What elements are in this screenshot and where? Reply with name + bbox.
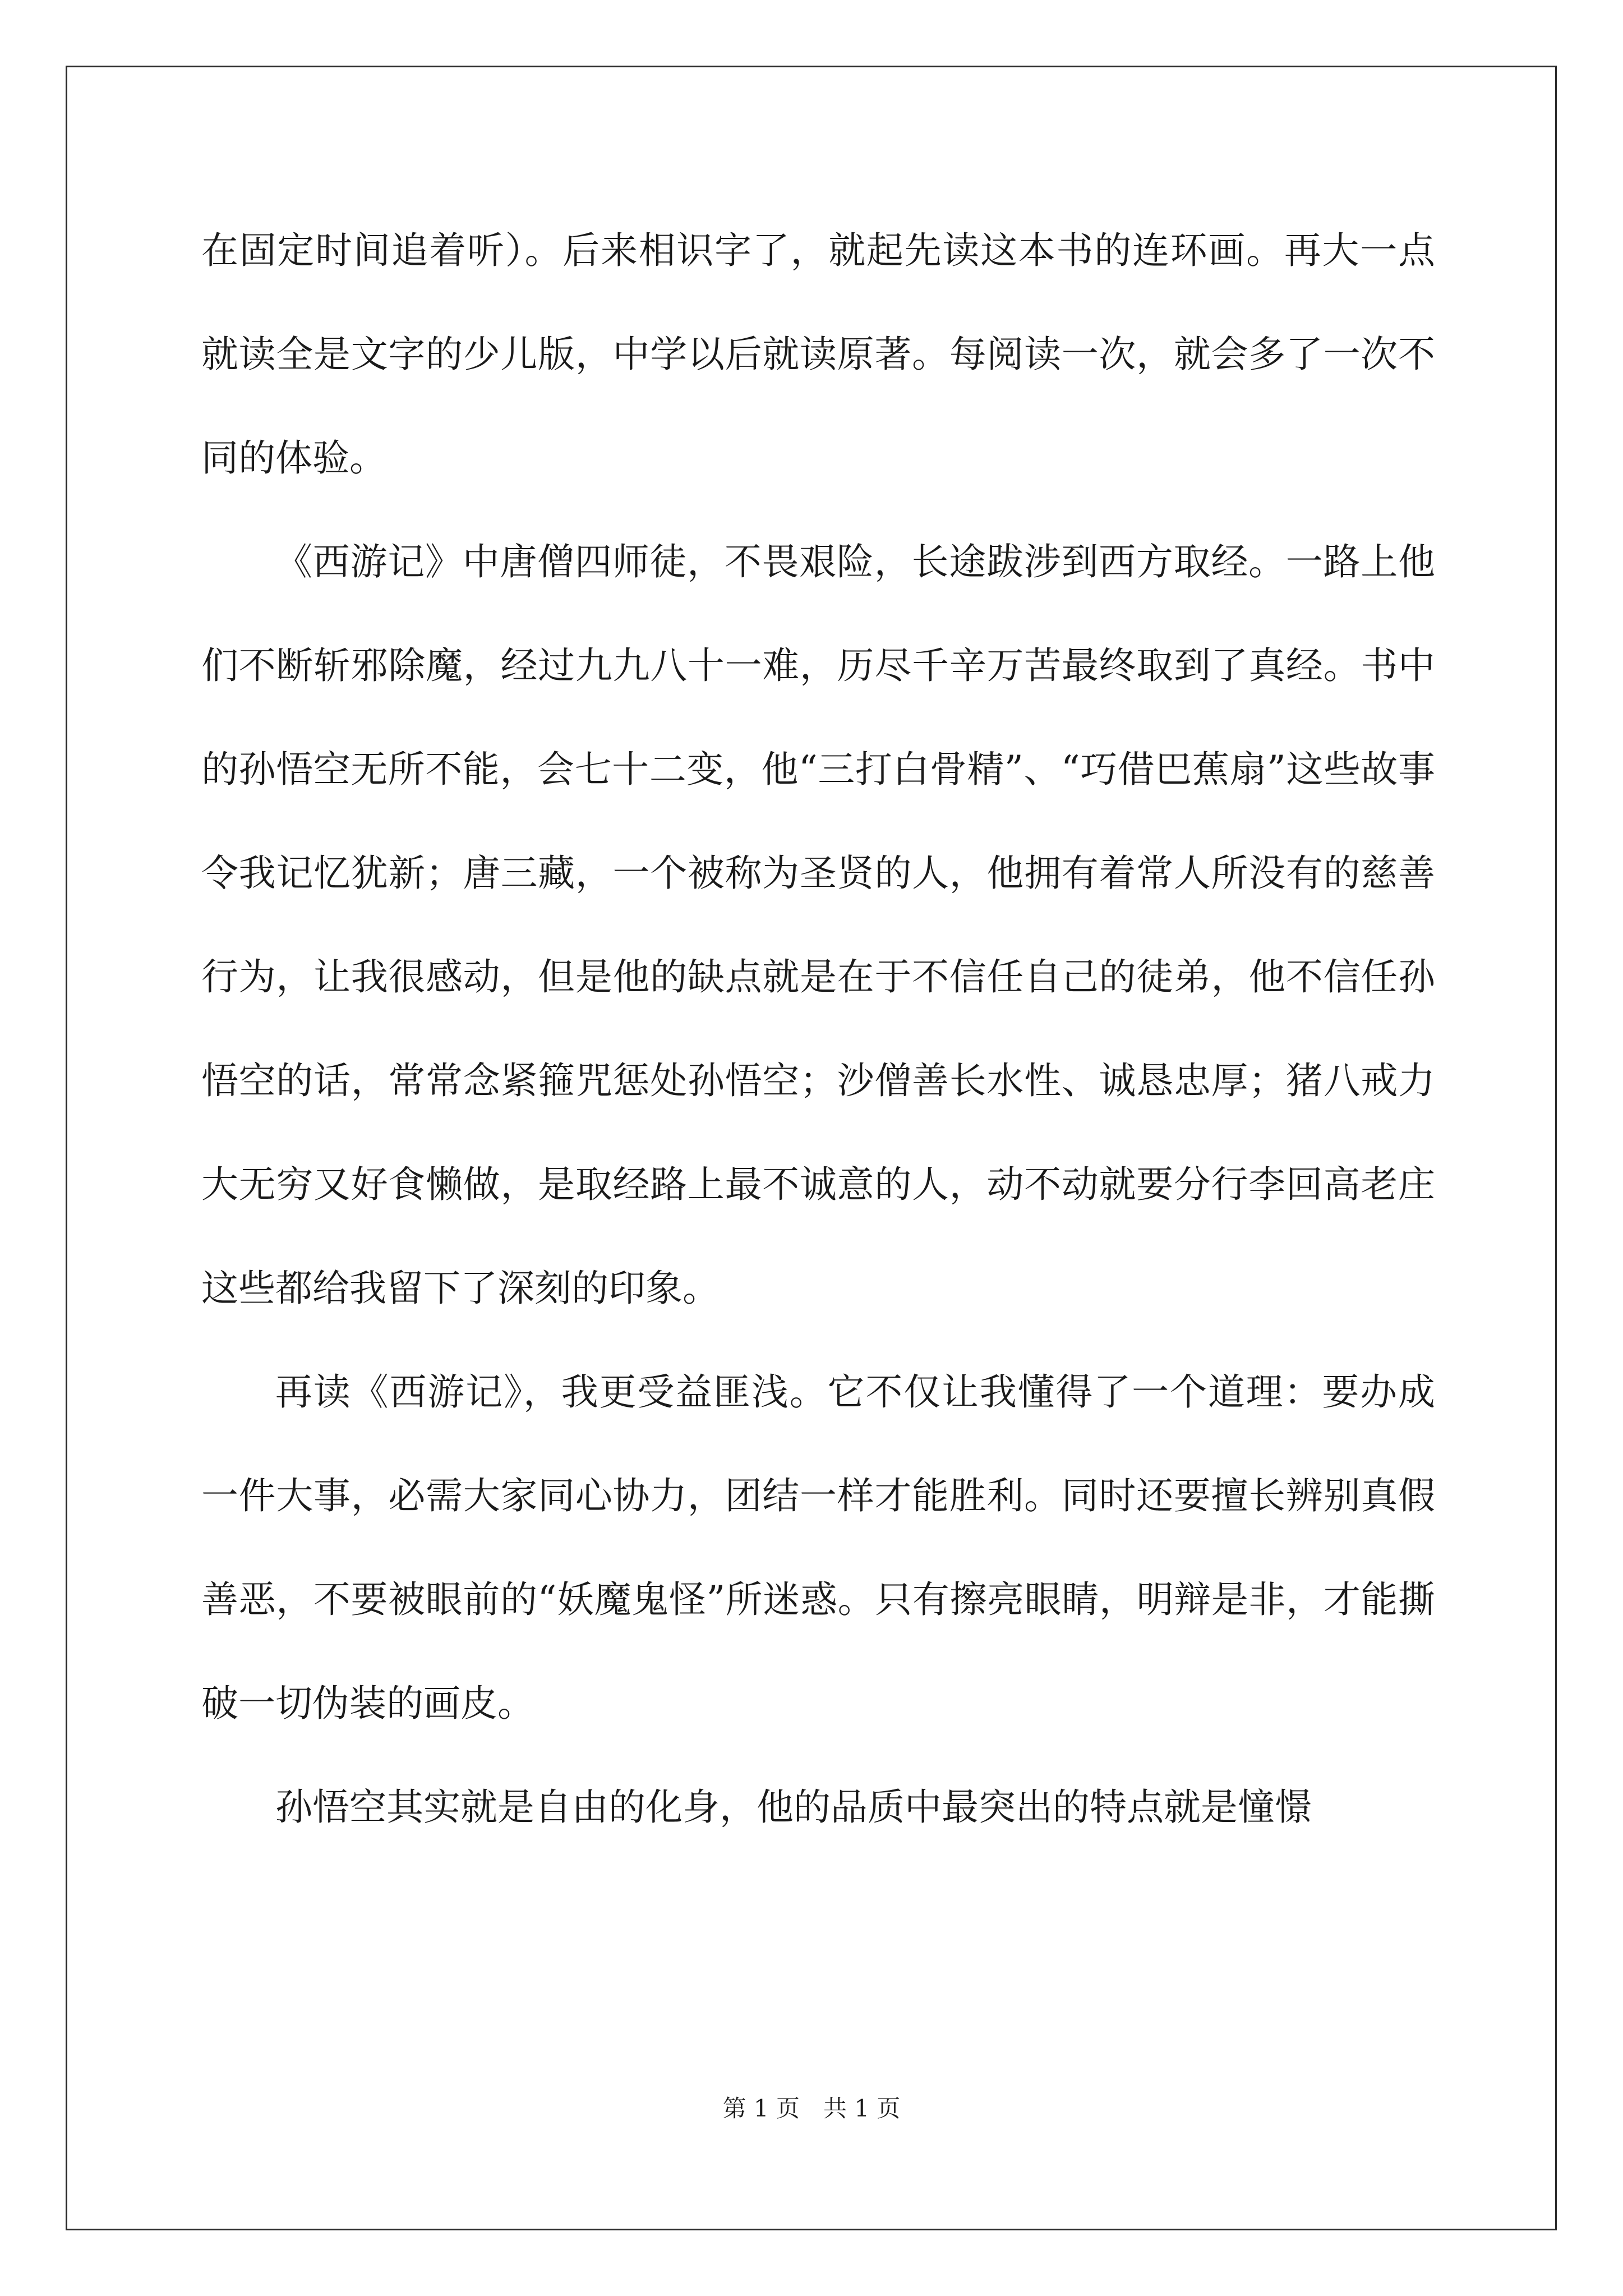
paragraph-3: 再读《西游记》，我更受益匪浅。它不仅让我懂得了一个道理：要办成一件大事，必需大家同心协力，团结一样才能胜利。同时还要擅长辨别真假善恶，不要被眼前的“妖魔鬼怪”所迷惑。只有擦亮眼睛，明辩是非，才能撕破一切伪装的画皮。 bbox=[201, 1370, 1435, 1725]
paragraph-4: 孙悟空其实就是自由的化身，他的品质中最突出的特点就是憧憬 bbox=[275, 1786, 1312, 1829]
page-footer: 第 1 页 共 1 页 bbox=[722, 2095, 901, 2122]
paragraph-1: 在固定时间追着听）。后来相识字了，就起先读这本书的连环画。再大一点就读全是文字的少儿版，中学以后就读原著。每阅读一次，就会多了一次不同的体验。 bbox=[201, 229, 1435, 480]
paragraph-2: 《西游记》中唐僧四师徒，不畏艰险，长途跋涉到西方取经。一路上他们不断斩邪除魔，经过九九八十一难，历尽千辛万苦最终取到了真经。书中的孙悟空无所不能，会七十二变，他“三打白骨精”、“巧借巴蕉扇”这些故事令我记忆犹新；唐三藏，一个被称为圣贤的人，他拥有着常人所没有的慈善行为，让我很感动，但是他的缺点就是在于不信任自己的徒弟，他不信任孙悟空的话，常常念紧箍咒惩处孙悟空；沙僧善长水性、诚恳忠厚；猪八戒力大无穷又好食懒做，是取经路上最不诚意的人，动不动就要分行李回高老庄这些都给我留下了深刻的印象。 bbox=[201, 540, 1435, 1310]
document-body bbox=[201, 199, 1435, 1859]
